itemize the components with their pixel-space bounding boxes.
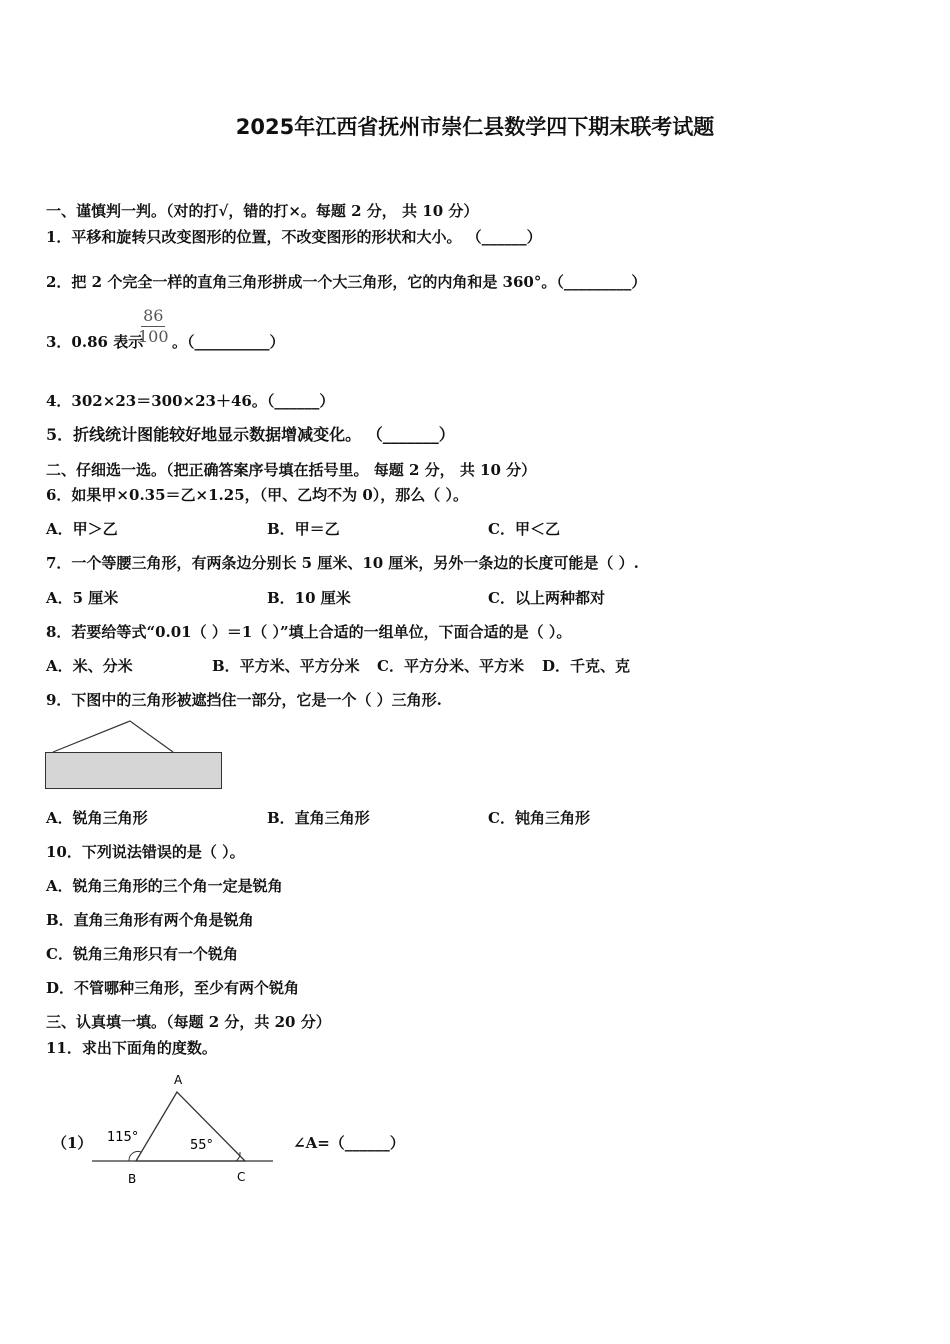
question-4: 4．302×23＝300×23＋46。（______）	[46, 392, 335, 410]
q7-option-b: B．10 厘米	[267, 589, 351, 607]
q9-option-b: B．直角三角形	[267, 809, 370, 827]
question-5: 5．折线统计图能较好地显示数据增减变化。 （_______）	[46, 425, 455, 444]
angle-label-55: 55°	[190, 1138, 214, 1153]
question-7: 7．一个等腰三角形，有两条边分别长 5 厘米、10 厘米，另外一条边的长度可能是（ ）.	[46, 554, 639, 572]
section-1-header: 一、谨慎判一判。（对的打√，错的打×。每题 2 分， 共 10 分）	[46, 202, 479, 220]
q10-option-d: D．不管哪种三角形，至少有两个锐角	[46, 979, 300, 997]
question-6: 6．如果甲×0.35＝乙×1.25，（甲、乙均不为 0），那么（ ）。	[46, 486, 469, 504]
question-1: 1．平移和旋转只改变图形的位置，不改变图形的形状和大小。 （______）	[46, 228, 542, 246]
section-3-header: 三、认真填一填。（每题 2 分，共 20 分）	[46, 1013, 331, 1031]
section-2-header: 二、仔细选一选。（把正确答案序号填在括号里。 每题 2 分， 共 10 分）	[46, 461, 537, 479]
q8-option-a: A．米、分米	[46, 657, 133, 675]
q6-option-c: C．甲＜乙	[488, 520, 560, 538]
triangle-visible-edges	[53, 721, 173, 752]
question-11: 11．求出下面角的度数。	[46, 1039, 217, 1057]
question-3-suffix: 。（__________）	[172, 333, 285, 351]
q6-option-b: B．甲＝乙	[267, 520, 340, 538]
q10-option-c: C．锐角三角形只有一个锐角	[46, 945, 238, 963]
triangle-angle-figure	[88, 1066, 288, 1196]
q8-option-d: D．千克、克	[542, 657, 631, 675]
q10-option-a: A．锐角三角形的三个角一定是锐角	[46, 877, 283, 895]
q9-option-a: A．锐角三角形	[46, 809, 148, 827]
angle-label-115: 115°	[107, 1130, 139, 1145]
question-8: 8．若要给等式“0.01（ ）＝1（ ）”填上合适的一组单位，下面合适的是（ ）。	[46, 623, 572, 641]
q7-option-c: C．以上两种都对	[488, 589, 605, 607]
hidden-triangle-figure	[45, 718, 225, 754]
question-2: 2．把 2 个完全一样的直角三角形拼成一个大三角形，它的内角和是 360°。（_________）	[46, 273, 647, 291]
q11-part-1-label: （1）	[52, 1134, 93, 1152]
fraction-numerator: 86	[143, 306, 164, 325]
vertex-label-c: C	[237, 1170, 246, 1184]
q9-option-c: C．钝角三角形	[488, 809, 590, 827]
page-title: 2025年江西省抚州市崇仁县数学四下期末联考试题	[235, 115, 715, 139]
q10-option-b: B．直角三角形有两个角是锐角	[46, 911, 254, 929]
fraction-86-100	[138, 306, 169, 347]
question-3-prefix: 3．0.86 表示	[46, 333, 144, 351]
question-9: 9．下图中的三角形被遮挡住一部分，它是一个（ ）三角形.	[46, 691, 442, 709]
q7-option-a: A．5 厘米	[46, 589, 119, 607]
q8-option-c: C．平方分米、平方米	[377, 657, 524, 675]
q8-option-b: B．平方米、平方分米	[212, 657, 360, 675]
q6-option-a: A．甲＞乙	[46, 520, 118, 538]
covering-rectangle	[45, 752, 222, 789]
vertex-label-b: B	[128, 1172, 137, 1186]
question-10: 10．下列说法错误的是（ ）。	[46, 843, 245, 861]
angle-a-answer: ∠A=（______）	[293, 1134, 405, 1152]
fraction-denominator: 100	[138, 327, 169, 346]
vertex-label-a: A	[174, 1073, 183, 1087]
